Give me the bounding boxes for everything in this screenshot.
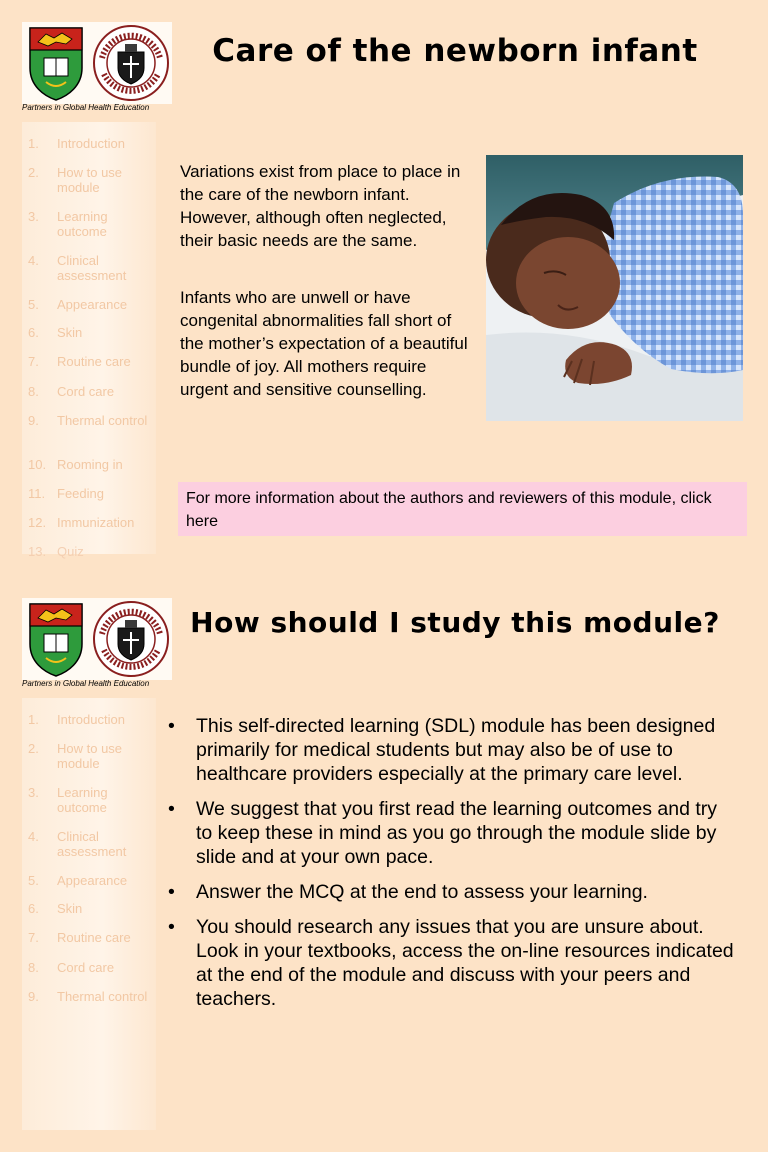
nav-item-label: Quiz — [57, 544, 84, 559]
nav-item-label: Skin — [57, 325, 83, 340]
nav-item-number: 5. — [28, 297, 39, 312]
list-item — [168, 880, 738, 904]
partners-caption: Partners in Global Health Education — [22, 679, 150, 688]
nav-item-label: Appearance — [57, 873, 128, 888]
nav-item-label: Cord care — [57, 384, 115, 399]
nav-item-label: Routine care — [57, 930, 131, 945]
university-crest-shield-icon — [26, 600, 86, 678]
bullet-dot: • — [168, 881, 175, 903]
university-crest-shield-icon — [26, 24, 86, 102]
nav-item-label: Feeding — [57, 486, 104, 501]
list-item — [168, 714, 738, 786]
module-nav — [22, 698, 156, 1130]
nav-item-number: 13. — [28, 544, 47, 559]
nav-item-number: 12. — [28, 515, 47, 530]
bullet-dot: • — [168, 798, 175, 820]
nav-item-label: Learning outcome — [57, 209, 108, 239]
nav-item-number: 2. — [28, 165, 39, 180]
nav-item-label: Introduction — [57, 136, 125, 151]
logo-banner — [22, 598, 172, 680]
authors-info-link[interactable]: For more information about the authors and reviewers of this module, click here — [178, 482, 747, 536]
college-of-medicine-seal-icon — [92, 24, 170, 102]
counselling-paragraph: Infants who are unwell or have congenital abnormalities fall short of the mother’s expectation of a beautiful bundle of joy. All mothers require urgent and sensitive counselling. — [180, 288, 468, 399]
nav-item-number: 6. — [28, 325, 39, 340]
nav-item-number: 3. — [28, 785, 39, 800]
bullet-dot: • — [168, 916, 175, 938]
slide-title: How should I study this module? — [190, 606, 720, 639]
nav-item-number: 8. — [28, 384, 39, 399]
sleeping-newborn-photo — [486, 155, 743, 421]
bullet-text: We suggest that you first read the learning outcomes and try to keep these in mind as you go through the module slide by slide and at your own pace. — [196, 798, 718, 868]
nav-item-number: 4. — [28, 253, 39, 268]
nav-item-number: 5. — [28, 873, 39, 888]
nav-item-label: Cord care — [57, 960, 115, 975]
nav-item-label: Rooming in — [57, 457, 123, 472]
bullet-text: Answer the MCQ at the end to assess your learning. — [196, 881, 648, 903]
nav-item-number: 3. — [28, 209, 39, 224]
nav-item-number: 11. — [28, 486, 46, 501]
nav-item-label: Introduction — [57, 712, 125, 727]
nav-item-number: 8. — [28, 960, 39, 975]
nav-item-label: How to use module — [57, 741, 123, 771]
nav-item-number: 2. — [28, 741, 39, 756]
nav-item-number: 7. — [28, 354, 39, 369]
slide-title: Care of the newborn infant — [212, 33, 698, 69]
module-nav — [22, 122, 156, 559]
college-of-medicine-seal-icon — [92, 600, 170, 678]
nav-item-label: Routine care — [57, 354, 131, 369]
bullet-text: You should research any issues that you are unsure about. Look in your textbooks, access the on-line resources indicated at the end of the module and discuss with your peers and teachers. — [196, 916, 734, 1010]
bullet-dot: • — [168, 715, 175, 737]
nav-item-label: How to use module — [57, 165, 123, 195]
nav-item-label: Appearance — [57, 297, 128, 312]
intro-paragraph: Variations exist from place to place in the care of the newborn infant. However, although often neglected, their basic needs are the same. — [180, 162, 461, 250]
nav-item-number: 10. — [28, 457, 47, 472]
list-item — [168, 915, 738, 1011]
nav-item-label: Immunization — [57, 515, 135, 530]
nav-item-label: Clinical assessment — [57, 829, 127, 859]
slide-how-to-study — [0, 576, 768, 1152]
bullet-text: This self-directed learning (SDL) module has been designed primarily for medical students but may also be of use to healthcare providers especially at the primary care level. — [196, 715, 716, 785]
study-guidance-list — [168, 714, 738, 1022]
list-item — [168, 797, 738, 869]
nav-item-number: 7. — [28, 930, 39, 945]
nav-item-number: 1. — [28, 136, 39, 151]
nav-item-number: 9. — [28, 413, 39, 428]
nav-item-number: 1. — [28, 712, 39, 727]
nav-item-number: 9. — [28, 989, 39, 1004]
nav-item-label: Clinical assessment — [57, 253, 127, 283]
nav-item-label: Thermal control — [57, 413, 148, 428]
nav-item-label: Thermal control — [57, 989, 148, 1004]
partners-caption: Partners in Global Health Education — [22, 103, 150, 112]
logo-banner — [22, 22, 172, 104]
nav-item-number: 4. — [28, 829, 39, 844]
nav-item-number: 6. — [28, 901, 39, 916]
nav-item-label: Learning outcome — [57, 785, 108, 815]
nav-item-label: Skin — [57, 901, 83, 916]
